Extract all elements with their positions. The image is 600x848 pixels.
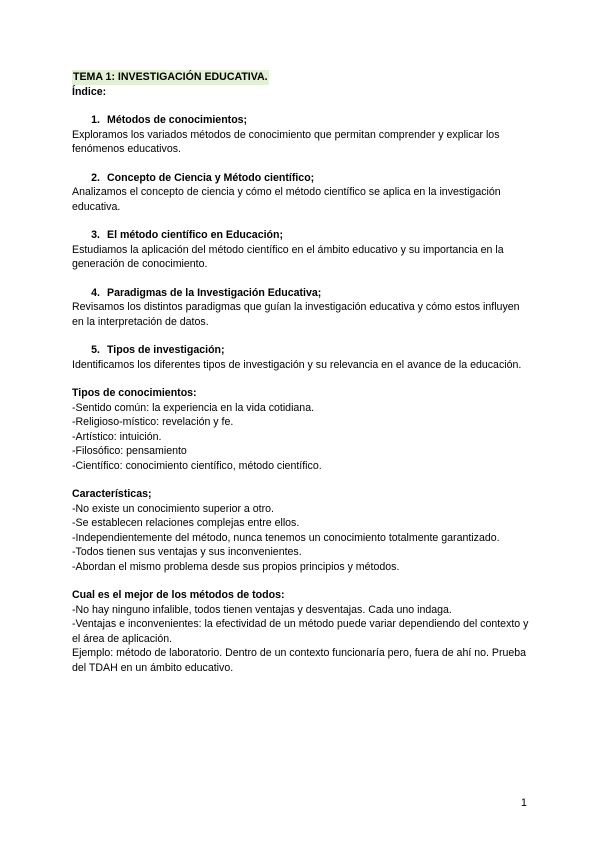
list-item: -Religioso-místico: revelación y fe. xyxy=(72,416,234,428)
document-title: TEMA 1: INVESTIGACIÓN EDUCATIVA. xyxy=(73,71,268,83)
section-heading: 3. El método científico en Educación; xyxy=(91,229,283,241)
section-text: Exploramos los variados métodos de conocimiento que permitan comprender y explicar los fenómenos educativos. xyxy=(72,128,500,155)
list-item: -Sentido común: la experiencia en la vida cotidiana. xyxy=(72,401,315,414)
list-item: -Filosófico: pensamiento xyxy=(72,445,187,457)
section-text: Revisamos los distintos paradigmas que guían la investigación educativa y cómo estos influyen en la interpretación de datos. xyxy=(72,301,520,328)
page-number: 1 xyxy=(520,797,527,809)
document-body xyxy=(72,70,532,675)
caracteristicas-heading: Características; xyxy=(72,488,152,500)
section-text: Identificamos los diferentes tipos de investigación y su relevancia en el avance de la educación. xyxy=(72,358,522,371)
section-heading: 1. Métodos de conocimientos; xyxy=(91,114,248,126)
list-item: -Se establecen relaciones complejas entre ellos. xyxy=(72,517,300,529)
section-heading: 5. Tipos de investigación; xyxy=(91,344,225,356)
list-item: -Artístico: intuición. xyxy=(72,430,162,443)
tipos-heading: Tipos de conocimientos: xyxy=(72,387,197,399)
list-item: -No hay ninguno infalible, todos tienen ventajas y desventajas. Cada uno indaga. xyxy=(72,603,452,616)
section-heading: 2. Concepto de Ciencia y Método científico; xyxy=(91,171,315,184)
list-item: -Ventajas e inconvenientes: la efectividad de un método puede variar dependiendo del contexto y el área de aplicación. xyxy=(72,618,529,645)
section-heading: 4. Paradigmas de la Investigación Educativa; xyxy=(91,286,322,299)
section-text: Analizamos el concepto de ciencia y cómo el método científico se aplica en la investigación educativa. xyxy=(72,186,501,213)
list-item: -Independientemente del método, nunca tenemos un conocimiento totalmente garantizado. xyxy=(72,531,500,544)
index-label: Índice: xyxy=(72,85,107,98)
list-item: -Científico: conocimiento científico, método científico. xyxy=(72,459,322,472)
mejor-heading: Cual es el mejor de los métodos de todos: xyxy=(72,589,285,601)
section-text: Estudiamos la aplicación del método científico en el ámbito educativo y su importancia en la generación de conocimiento. xyxy=(72,243,504,270)
list-item: Ejemplo: método de laboratorio. Dentro de un contexto funcionaría pero, fuera de ahí no. Prueba del TDAH en un ámbito educativo. xyxy=(72,647,527,674)
list-item: -No existe un conocimiento superior a otro. xyxy=(72,502,274,515)
list-item: -Todos tienen sus ventajas y sus inconvenientes. xyxy=(72,546,302,558)
list-item: -Abordan el mismo problema desde sus propios principios y métodos. xyxy=(72,560,400,573)
